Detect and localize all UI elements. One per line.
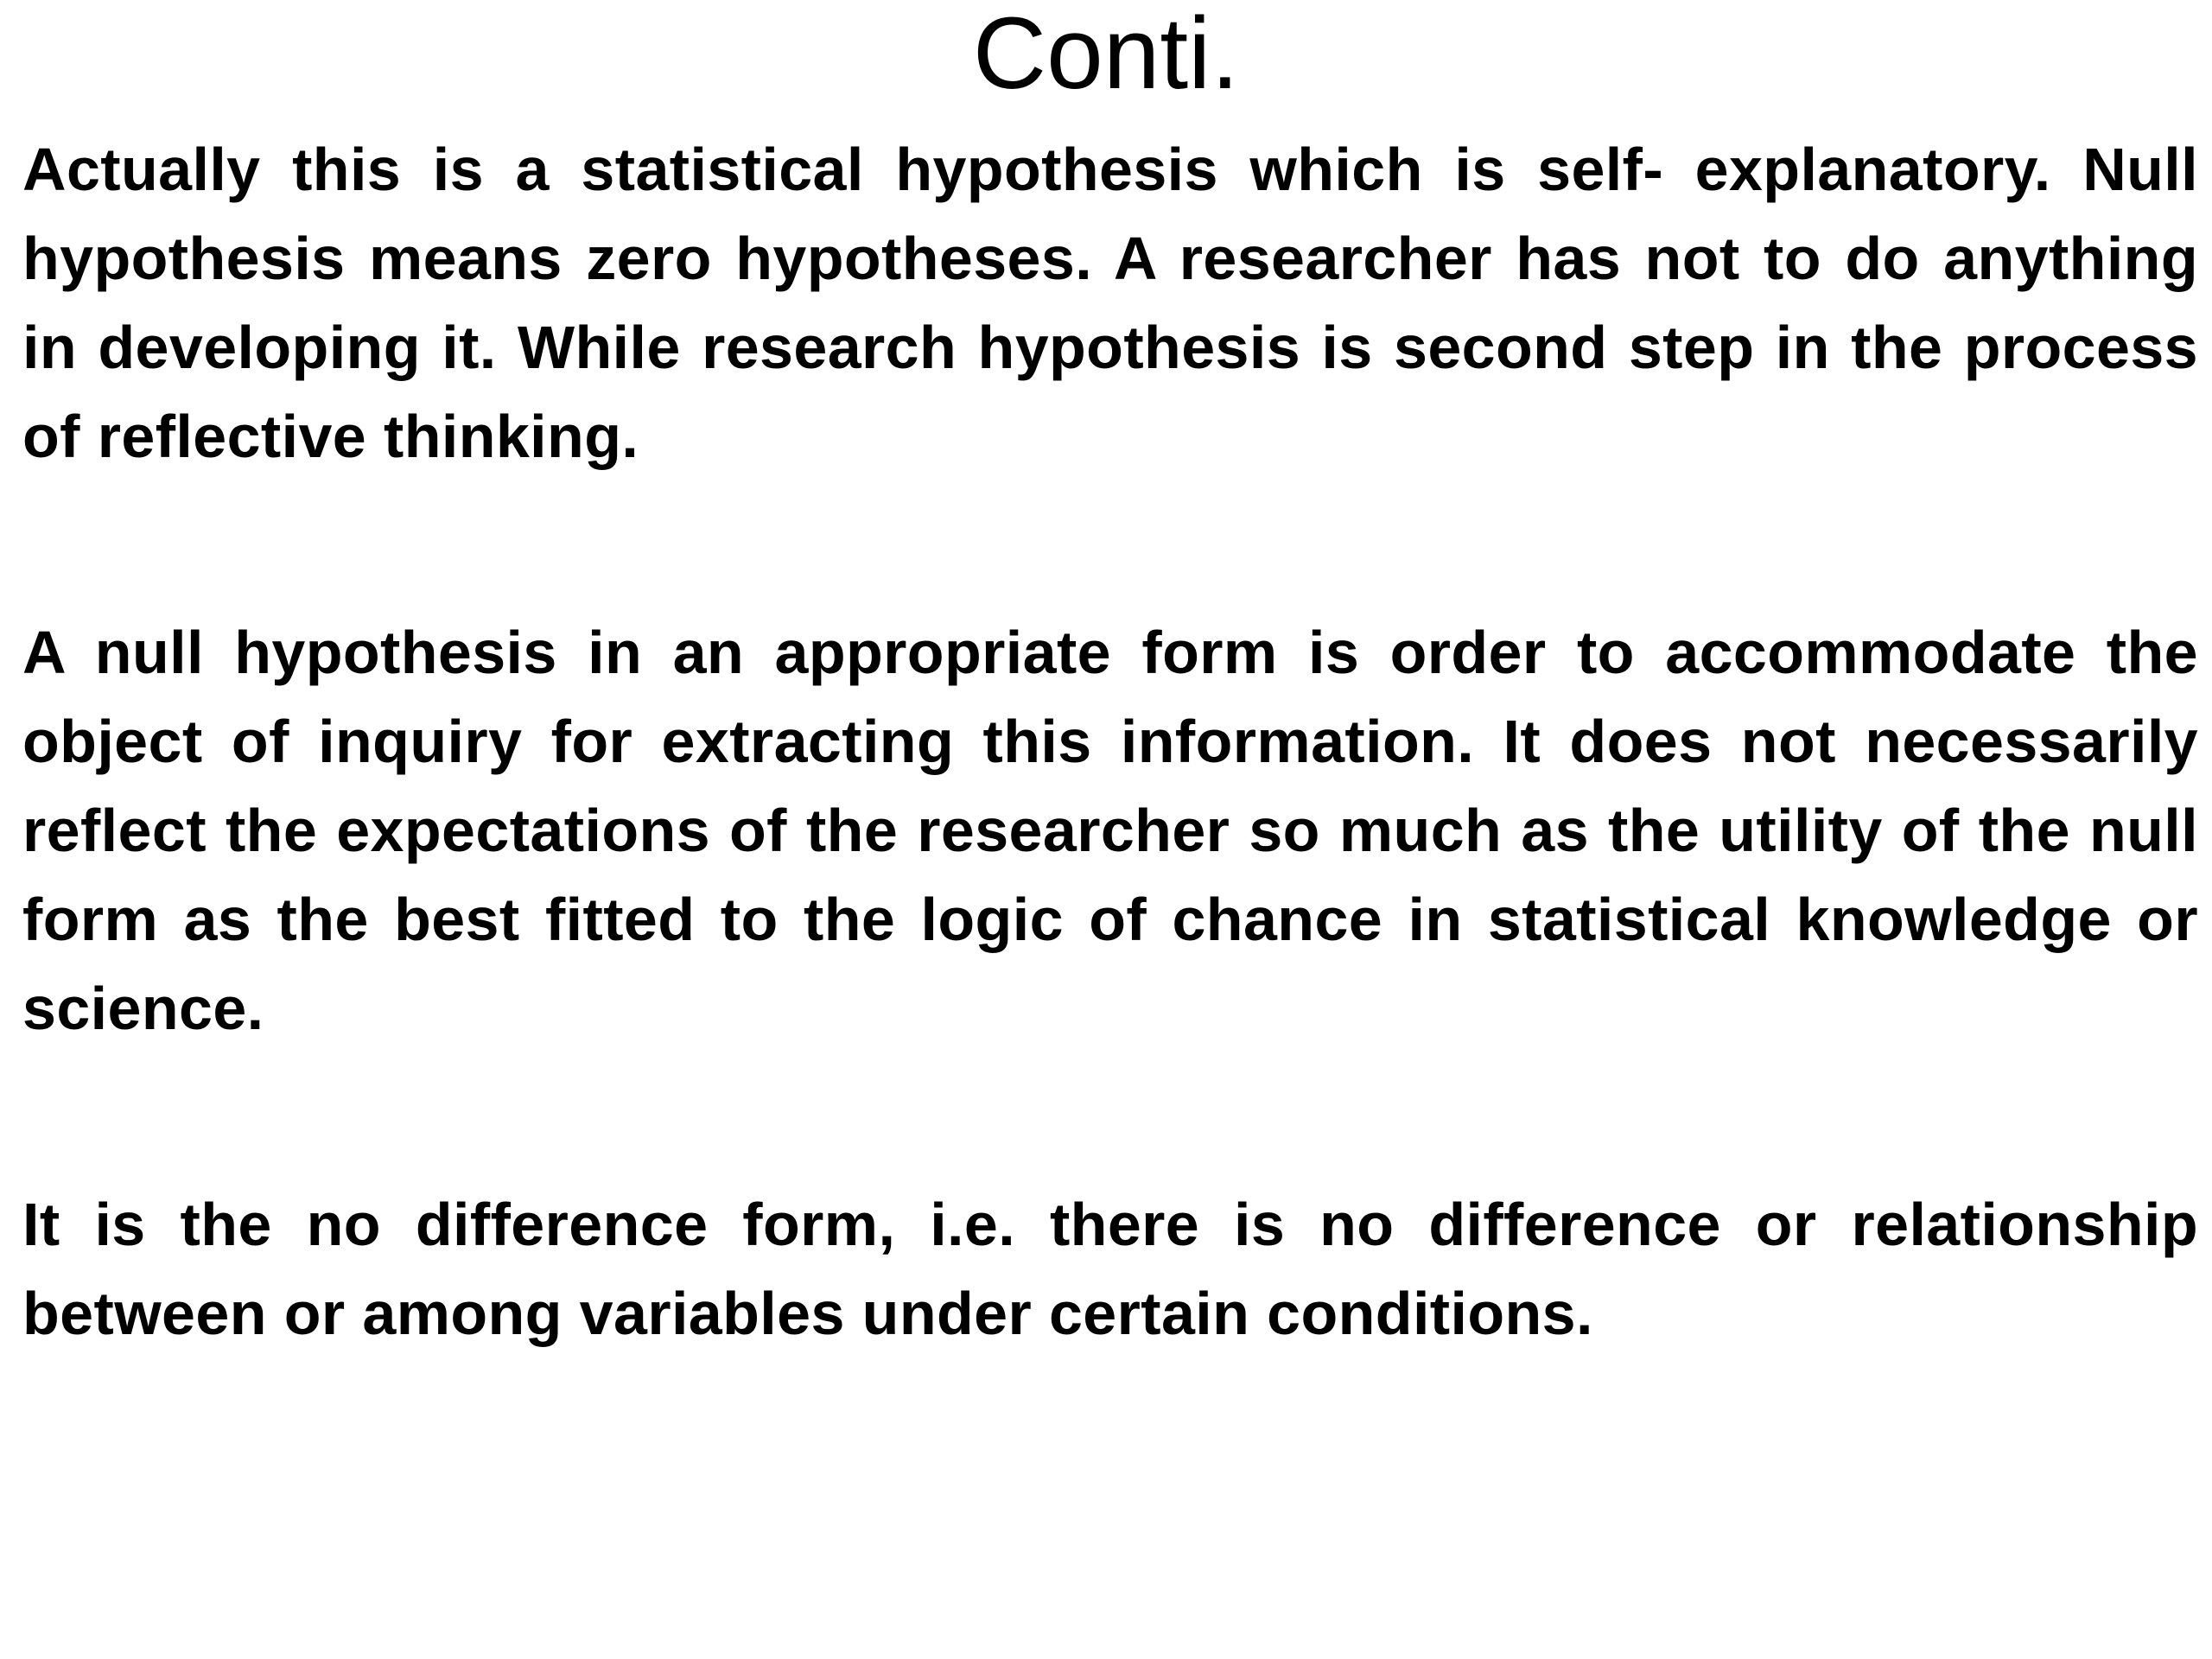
slide-title: Conti. — [972, 0, 1240, 111]
paragraph-statistical-hypothesis: Actually this is a statistical hypothesis which is self- explanatory. Null hypothesis means zero hypotheses. A researcher has not to do anything in developing it. While research hypothesis is second step in the process of reflective thinking. — [22, 136, 2198, 470]
paragraph-no-difference-form: It is the no difference form, i.e. there is no difference or relationship between or among variables under certain conditions. — [22, 1191, 2198, 1347]
paragraph-null-hypothesis-form: A null hypothesis in an appropriate form is order to accommodate the object of inquiry for extracting this information. It does not necessarily reflect the expectations of the researcher so much as the utility of the null form as the best fitted to the logic of chance in statistical knowledge or science. — [22, 619, 2198, 1042]
